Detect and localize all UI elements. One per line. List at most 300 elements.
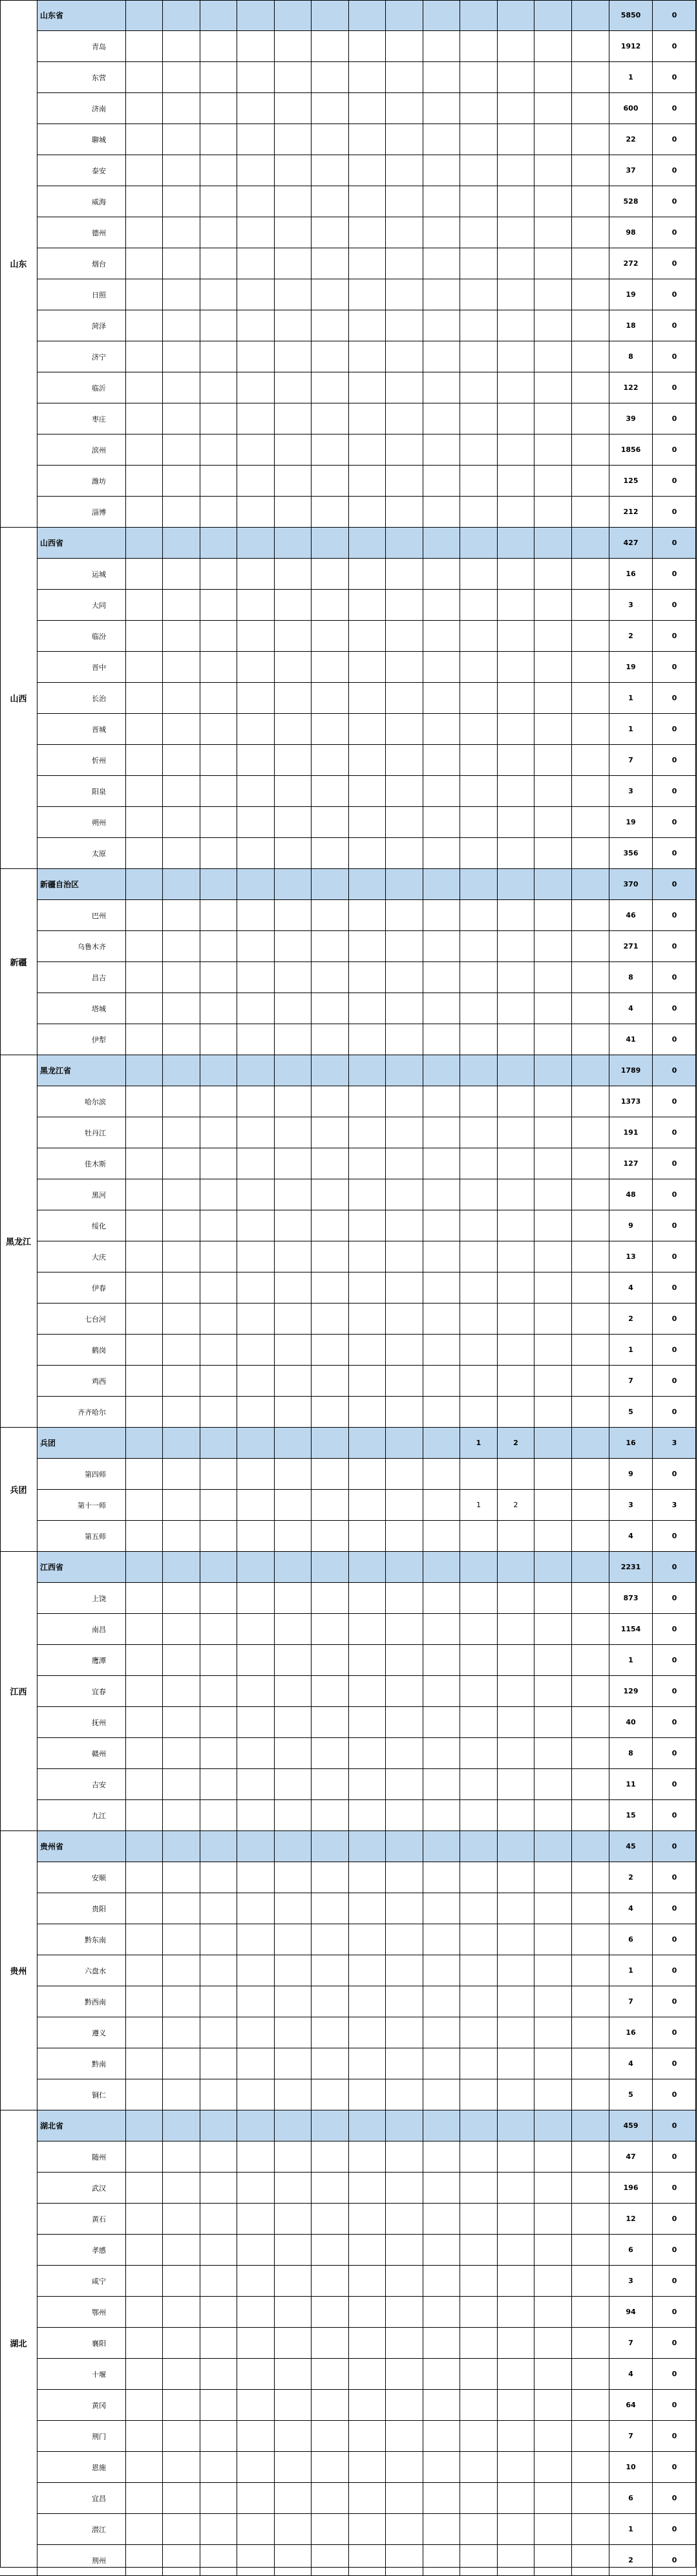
data-cell <box>237 900 275 931</box>
data-cell <box>386 962 423 993</box>
city-extra: 0 <box>653 2297 697 2328</box>
data-cell <box>572 1117 609 1148</box>
data-cell <box>126 993 163 1024</box>
city-name: 大同 <box>37 590 126 621</box>
data-cell <box>237 341 275 372</box>
data-cell <box>200 279 237 310</box>
data-cell <box>349 1024 386 1055</box>
table-row <box>0 2359 698 2390</box>
table-row <box>0 2452 698 2483</box>
city-total: 3 <box>609 590 653 621</box>
data-cell <box>386 1614 423 1645</box>
data-cell <box>572 683 609 714</box>
data-cell <box>163 1428 200 1459</box>
data-cell <box>163 1893 200 1924</box>
data-cell <box>237 186 275 217</box>
data-cell <box>386 2266 423 2297</box>
data-cell <box>386 1924 423 1955</box>
data-cell <box>237 1676 275 1707</box>
data-cell <box>572 2204 609 2235</box>
data-cell <box>312 1986 349 2017</box>
city-extra: 0 <box>653 931 697 962</box>
data-cell <box>163 1583 200 1614</box>
city-extra: 0 <box>653 466 697 497</box>
data-cell <box>423 2079 460 2110</box>
data-cell <box>498 186 534 217</box>
data-cell <box>237 807 275 838</box>
data-cell <box>460 2017 498 2048</box>
city-total: 94 <box>609 2297 653 2328</box>
city-name: 聊城 <box>37 124 126 155</box>
province-row <box>0 1552 698 1583</box>
data-cell <box>386 62 423 93</box>
data-cell <box>349 1676 386 1707</box>
data-cell <box>349 2359 386 2390</box>
data-cell <box>572 807 609 838</box>
data-cell <box>126 2235 163 2266</box>
data-cell <box>200 1893 237 1924</box>
data-cell <box>275 155 312 186</box>
city-name: 贵阳 <box>37 1893 126 1924</box>
data-cell <box>312 2079 349 2110</box>
data-cell <box>237 93 275 124</box>
data-cell <box>126 186 163 217</box>
data-cell <box>386 590 423 621</box>
city-total: 6 <box>609 1924 653 1955</box>
province-name: 湖北省 <box>37 2110 126 2141</box>
data-cell <box>237 497 275 528</box>
city-total: 1 <box>609 683 653 714</box>
data-cell <box>572 1024 609 1055</box>
data-cell <box>349 1117 386 1148</box>
city-extra: 0 <box>653 1986 697 2017</box>
data-cell <box>534 1831 572 1862</box>
data-cell <box>275 838 312 869</box>
table-row <box>0 1459 698 1490</box>
city-total: 19 <box>609 652 653 683</box>
table-row <box>0 1738 698 1769</box>
data-cell <box>275 1955 312 1986</box>
data-cell <box>349 1738 386 1769</box>
data-cell <box>386 652 423 683</box>
data-cell <box>534 1955 572 1986</box>
data-cell <box>126 1955 163 1986</box>
data-cell <box>460 621 498 652</box>
data-cell <box>386 248 423 279</box>
data-cell <box>572 372 609 403</box>
data-cell <box>126 1521 163 1552</box>
data-cell <box>423 2204 460 2235</box>
data-cell <box>312 1241 349 1272</box>
data-cell <box>312 621 349 652</box>
data-cell <box>275 2235 312 2266</box>
data-cell <box>200 2110 237 2141</box>
city-extra: 3 <box>653 1490 697 1521</box>
province-total: 370 <box>609 869 653 900</box>
data-cell <box>237 1831 275 1862</box>
data-cell <box>237 2328 275 2359</box>
data-cell <box>386 1304 423 1335</box>
city-name: 六盘水 <box>37 1955 126 1986</box>
data-cell <box>460 435 498 466</box>
data-cell <box>534 2266 572 2297</box>
city-extra: 0 <box>653 1117 697 1148</box>
data-cell <box>163 372 200 403</box>
data-cell <box>126 1583 163 1614</box>
data-cell <box>534 1179 572 1210</box>
city-total: 16 <box>609 559 653 590</box>
data-cell <box>498 310 534 341</box>
data-cell <box>534 1335 572 1366</box>
data-cell <box>534 2514 572 2545</box>
data-cell <box>423 2266 460 2297</box>
data-cell <box>126 403 163 435</box>
data-cell <box>312 2017 349 2048</box>
data-cell <box>126 2328 163 2359</box>
data-cell <box>498 1738 534 1769</box>
data-cell <box>163 0 200 31</box>
data-cell <box>312 310 349 341</box>
data-cell <box>237 1552 275 1583</box>
data-cell <box>349 590 386 621</box>
data-cell <box>349 2297 386 2328</box>
data-cell <box>498 2297 534 2328</box>
data-cell <box>460 2390 498 2421</box>
data-cell <box>312 1955 349 1986</box>
data-cell <box>312 2545 349 2576</box>
city-name: 抚州 <box>37 1707 126 1738</box>
data-cell <box>200 217 237 248</box>
data-cell <box>126 1397 163 1428</box>
city-total: 127 <box>609 1148 653 1179</box>
data-cell <box>423 1676 460 1707</box>
city-extra: 0 <box>653 1521 697 1552</box>
data-cell <box>163 2079 200 2110</box>
data-cell <box>349 2390 386 2421</box>
data-cell <box>349 652 386 683</box>
city-extra: 0 <box>653 962 697 993</box>
table-row <box>0 310 698 341</box>
data-cell <box>312 1707 349 1738</box>
data-cell <box>163 279 200 310</box>
data-cell <box>572 1831 609 1862</box>
data-cell <box>275 124 312 155</box>
data-cell <box>275 1304 312 1335</box>
data-cell <box>200 1024 237 1055</box>
data-cell <box>126 466 163 497</box>
city-total: 40 <box>609 1707 653 1738</box>
data-cell <box>572 1986 609 2017</box>
region-label: 山东 <box>0 0 37 528</box>
data-cell <box>312 1893 349 1924</box>
data-cell <box>349 1335 386 1366</box>
data-cell <box>423 2235 460 2266</box>
data-cell <box>163 217 200 248</box>
data-cell <box>572 2514 609 2545</box>
data-cell <box>237 1148 275 1179</box>
city-extra: 0 <box>653 124 697 155</box>
city-name: 牡丹江 <box>37 1117 126 1148</box>
data-cell <box>498 2173 534 2204</box>
data-cell <box>237 528 275 559</box>
data-cell <box>498 900 534 931</box>
table-row <box>0 155 698 186</box>
data-cell <box>386 2328 423 2359</box>
data-cell <box>386 372 423 403</box>
data-cell <box>200 1428 237 1459</box>
table-row <box>0 621 698 652</box>
city-name: 晋中 <box>37 652 126 683</box>
data-cell <box>386 155 423 186</box>
data-cell <box>460 1117 498 1148</box>
city-extra: 0 <box>653 1800 697 1831</box>
data-cell <box>163 1024 200 1055</box>
data-cell <box>498 2266 534 2297</box>
data-cell <box>534 2421 572 2452</box>
city-name: 鹰潭 <box>37 1645 126 1676</box>
data-cell <box>200 1179 237 1210</box>
data-cell <box>237 931 275 962</box>
data-cell <box>312 31 349 62</box>
city-total: 1 <box>609 1645 653 1676</box>
region-label: 新疆 <box>0 869 37 1055</box>
data-cell <box>349 62 386 93</box>
city-name: 运城 <box>37 559 126 590</box>
data-cell <box>534 931 572 962</box>
data-cell <box>498 217 534 248</box>
data-cell <box>534 2297 572 2328</box>
city-total: 19 <box>609 279 653 310</box>
data-cell <box>498 1521 534 1552</box>
data-cell <box>312 1769 349 1800</box>
data-cell <box>126 714 163 745</box>
data-cell <box>498 1955 534 1986</box>
data-cell <box>534 1397 572 1428</box>
table-row <box>0 341 698 372</box>
table-row <box>0 931 698 962</box>
data-cell <box>572 279 609 310</box>
data-cell <box>163 2452 200 2483</box>
data-cell <box>498 1645 534 1676</box>
data-cell <box>534 93 572 124</box>
data-cell <box>312 869 349 900</box>
data-cell <box>126 2483 163 2514</box>
data-cell <box>275 745 312 776</box>
data-cell <box>534 1552 572 1583</box>
data-cell <box>237 1986 275 2017</box>
data-cell <box>237 1955 275 1986</box>
data-cell <box>200 1707 237 1738</box>
city-name: 烟台 <box>37 248 126 279</box>
data-cell <box>572 2359 609 2390</box>
data-cell <box>163 1769 200 1800</box>
data-cell <box>200 1831 237 1862</box>
data-cell <box>572 1862 609 1893</box>
data-cell <box>572 155 609 186</box>
city-total: 271 <box>609 931 653 962</box>
data-cell <box>423 372 460 403</box>
city-extra: 0 <box>653 1148 697 1179</box>
data-cell <box>423 1272 460 1304</box>
data-cell <box>275 1831 312 1862</box>
data-cell <box>163 1366 200 1397</box>
data-cell <box>200 2204 237 2235</box>
data-cell <box>349 1459 386 1490</box>
data-cell <box>200 652 237 683</box>
data-cell: 1 <box>460 1490 498 1521</box>
data-cell <box>572 0 609 31</box>
data-cell <box>275 497 312 528</box>
data-cell <box>275 1583 312 1614</box>
city-total: 41 <box>609 1024 653 1055</box>
data-cell: 2 <box>498 1428 534 1459</box>
table-row <box>0 31 698 62</box>
data-cell <box>460 1800 498 1831</box>
data-cell <box>349 1552 386 1583</box>
data-cell <box>200 186 237 217</box>
data-cell <box>126 1490 163 1521</box>
data-cell <box>534 2452 572 2483</box>
data-cell <box>423 1335 460 1366</box>
data-cell <box>460 155 498 186</box>
data-cell <box>423 1924 460 1955</box>
data-cell <box>349 2048 386 2079</box>
data-cell <box>126 931 163 962</box>
city-extra: 0 <box>653 1893 697 1924</box>
data-cell <box>423 2328 460 2359</box>
data-cell <box>498 1117 534 1148</box>
data-cell <box>237 1459 275 1490</box>
data-cell <box>423 559 460 590</box>
data-cell <box>349 31 386 62</box>
data-cell <box>386 1645 423 1676</box>
data-cell <box>534 186 572 217</box>
city-name: 潜江 <box>37 2514 126 2545</box>
data-cell <box>460 248 498 279</box>
data-cell <box>572 2328 609 2359</box>
data-cell <box>349 2141 386 2173</box>
city-total: 2 <box>609 2545 653 2576</box>
province-total: 1789 <box>609 1055 653 1086</box>
data-cell <box>534 248 572 279</box>
data-cell <box>200 62 237 93</box>
data-cell <box>386 1117 423 1148</box>
data-cell <box>460 2514 498 2545</box>
data-cell <box>460 124 498 155</box>
city-name: 东营 <box>37 62 126 93</box>
city-name: 荆州 <box>37 2545 126 2576</box>
data-cell <box>237 838 275 869</box>
city-total: 11 <box>609 1769 653 1800</box>
data-cell <box>386 683 423 714</box>
data-cell <box>312 1148 349 1179</box>
data-cell <box>423 1893 460 1924</box>
data-cell <box>275 683 312 714</box>
data-cell <box>349 217 386 248</box>
data-cell <box>423 2421 460 2452</box>
data-cell <box>498 621 534 652</box>
table-row <box>0 403 698 435</box>
data-cell <box>386 1986 423 2017</box>
data-cell <box>423 341 460 372</box>
data-cell <box>163 2421 200 2452</box>
data-cell <box>423 403 460 435</box>
data-cell <box>498 1086 534 1117</box>
data-cell <box>200 683 237 714</box>
data-cell <box>237 714 275 745</box>
city-extra: 0 <box>653 1024 697 1055</box>
data-cell <box>460 993 498 1024</box>
data-cell <box>126 497 163 528</box>
data-cell <box>126 1924 163 1955</box>
data-cell <box>163 2141 200 2173</box>
data-cell <box>460 2235 498 2266</box>
city-total: 1373 <box>609 1086 653 1117</box>
data-cell <box>572 1924 609 1955</box>
table-row <box>0 435 698 466</box>
data-cell <box>386 838 423 869</box>
data-cell <box>200 341 237 372</box>
data-cell <box>163 2048 200 2079</box>
data-cell <box>163 776 200 807</box>
data-cell <box>275 1490 312 1521</box>
data-cell <box>423 1459 460 1490</box>
data-cell <box>312 590 349 621</box>
data-cell <box>534 497 572 528</box>
province-row <box>0 869 698 900</box>
data-cell <box>423 124 460 155</box>
city-extra: 0 <box>653 2204 697 2235</box>
data-cell <box>200 248 237 279</box>
city-total: 46 <box>609 900 653 931</box>
city-total: 5 <box>609 2079 653 2110</box>
data-cell <box>460 1304 498 1335</box>
data-cell <box>237 1428 275 1459</box>
data-cell <box>126 1769 163 1800</box>
table-row <box>0 186 698 217</box>
data-cell <box>275 372 312 403</box>
province-name: 黑龙江省 <box>37 1055 126 1086</box>
data-cell <box>386 1397 423 1428</box>
data-cell <box>423 1366 460 1397</box>
city-total: 528 <box>609 186 653 217</box>
data-cell <box>349 869 386 900</box>
data-cell <box>534 2079 572 2110</box>
data-cell <box>572 1893 609 1924</box>
city-name: 荆门 <box>37 2421 126 2452</box>
data-cell <box>275 1738 312 1769</box>
data-cell <box>498 1614 534 1645</box>
data-cell <box>312 652 349 683</box>
data-cell <box>349 93 386 124</box>
city-total: 1 <box>609 62 653 93</box>
data-cell <box>349 2514 386 2545</box>
data-cell <box>349 497 386 528</box>
city-name: 襄阳 <box>37 2328 126 2359</box>
city-extra: 0 <box>653 1614 697 1645</box>
city-name: 黔西南 <box>37 1986 126 2017</box>
data-cell <box>572 1304 609 1335</box>
data-cell <box>349 2421 386 2452</box>
data-cell <box>237 2173 275 2204</box>
data-cell <box>126 2017 163 2048</box>
data-cell <box>200 1459 237 1490</box>
data-cell <box>312 403 349 435</box>
city-total: 4 <box>609 1272 653 1304</box>
data-cell <box>275 621 312 652</box>
data-cell <box>312 838 349 869</box>
data-cell <box>534 2204 572 2235</box>
